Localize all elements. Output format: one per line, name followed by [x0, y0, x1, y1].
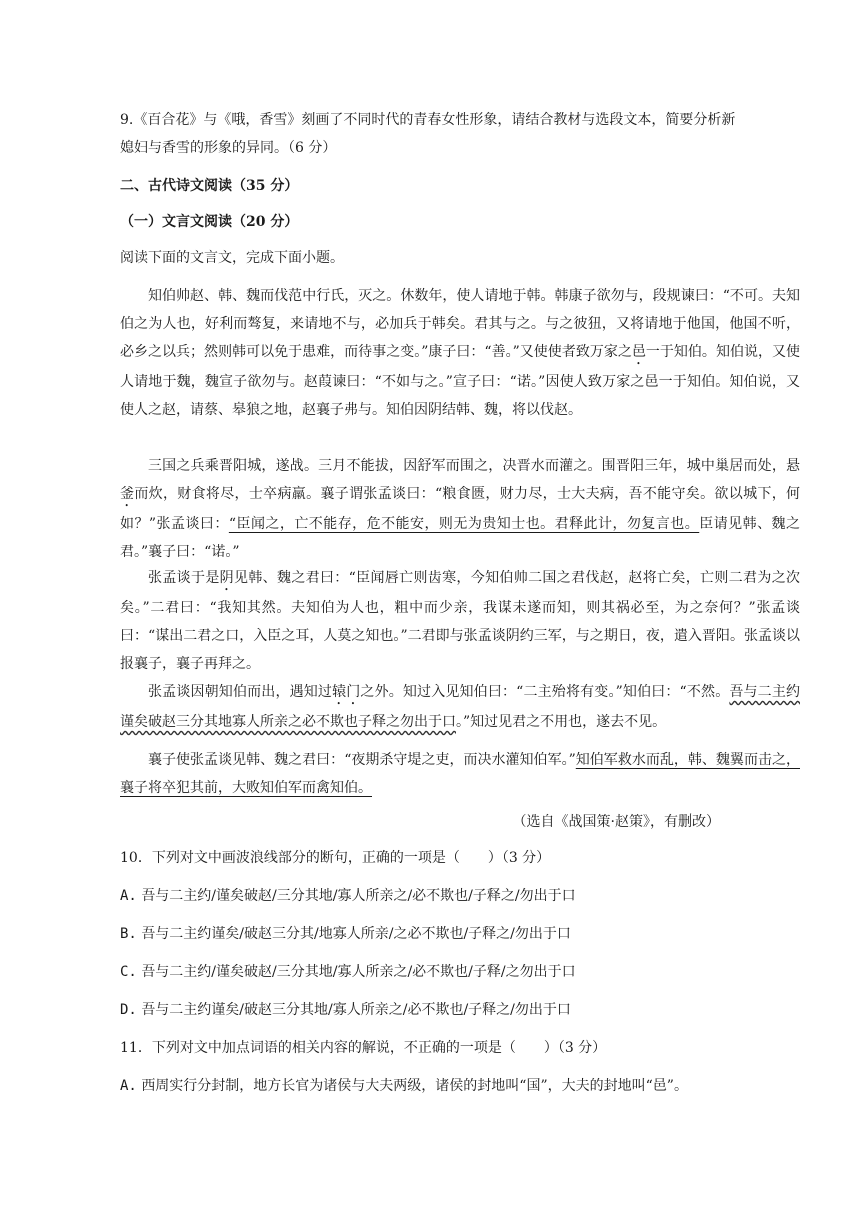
- passage-paragraph-4: [120, 678, 800, 736]
- underlined-sentence: 知伯军救水而乱，韩、魏翼而击之，襄子将卒犯其前，大败知伯军而禽知伯。: [120, 752, 800, 796]
- dotted-word: 邑: [631, 344, 646, 360]
- option-letter: A.: [120, 1078, 137, 1094]
- question-9-line-1: 9.《百合花》与《哦，香雪》刻画了不同时代的青春女性形象，请结合教材与选段文本，简要分析新: [120, 112, 736, 128]
- question-10-option-a: [120, 882, 810, 910]
- section-heading: 二、古代诗文阅读（35 分）: [120, 178, 299, 194]
- question-9: [120, 106, 800, 162]
- passage-text: 三国之兵乘晋阳城，遂战。三月不能拔，因舒军而围之，决晋水而灌之。围晋阳三年，城中巢居而处，悬: [148, 458, 800, 474]
- passage-text: 知伯帅赵、韩、魏而伐范中行氏，灭之。休数年，使人请地于韩。韩康子欲勿与，段规谏曰：“不可。夫知伯之为人也，好利而骜复，来请地不与，必加兵于韩矣。君其与之。与之彼狃，又将请地于他国，他国不听，必乡之以兵；然则韩可以免于患难，而待事之变。”康子曰：“善。”又使使者致万家之: [120, 288, 800, 360]
- reading-instruction: 阅读下面的文言文，完成下面小题。: [120, 250, 344, 266]
- dotted-word: 辕门: [332, 684, 361, 700]
- question-10-option-b: [120, 920, 810, 948]
- option-letter: A.: [120, 888, 137, 904]
- passage-paragraph-3: [120, 564, 800, 678]
- subsection-heading: （一）文言文阅读（20 分）: [120, 214, 299, 230]
- dotted-word: 阴: [219, 570, 234, 586]
- question-10-option-c: [120, 958, 810, 986]
- question-11-stem: 11．下列对文中加点词语的相关内容的解说，不正确的一项是（ ）（3 分）: [120, 1040, 607, 1056]
- passage-text: 张孟谈因朝知伯而出，遇知过: [148, 684, 333, 700]
- passage-text: 。”知过见君之不用也，遂去不见。: [456, 714, 667, 730]
- question-10-stem: 10．下列对文中画波浪线部分的断句，正确的一项是（ ）（3 分）: [120, 850, 551, 866]
- option-letter: C.: [120, 964, 137, 980]
- question-10-option-d: [120, 996, 810, 1024]
- question-11-option-a: [120, 1072, 810, 1100]
- question-9-line-2: 媳妇与香雪的形象的异同。（6 分）: [120, 140, 337, 156]
- passage-text: 张孟谈于是: [148, 570, 220, 586]
- passage-text: 之外。知过入见知伯曰：“二主殆将有变。”知伯曰：“不然。: [360, 684, 730, 700]
- option-text: 吾与二主约谨矣/破赵三分其/地寡人所亲/之必不欺也/子释之/勿出于口: [141, 926, 571, 942]
- passage-paragraph-2: [120, 452, 800, 566]
- option-letter: B.: [120, 926, 137, 942]
- option-text: 吾与二主约/谨矣破赵/三分其地/寡人所亲之/必不欺也/子释/之勿出于口: [141, 964, 576, 980]
- option-text: 西周实行分封制，地方长官为诸侯与大夫两级，诸侯的封地叫“国”，大夫的封地叫“邑”。: [141, 1078, 688, 1094]
- option-text: 吾与二主约/谨矣破赵/三分其地/寡人所亲之/必不欺也/子释之/勿出于口: [141, 888, 576, 904]
- option-letter: D.: [120, 1002, 137, 1018]
- dotted-word: 釜: [120, 486, 135, 502]
- passage-text: 襄子使张孟谈见韩、魏之君曰：“夜期杀守堤之吏，而决水灌知伯军。”: [148, 752, 576, 768]
- passage-source: （选自《战国策·赵策》，有删改）: [512, 814, 720, 830]
- wavy-underlined-sentence: 吾与二主约谨矣破赵三分其地寡人所亲之必不欺也子释之勿出于口: [120, 684, 800, 730]
- passage-paragraph-1: [120, 282, 800, 424]
- passage-text: 臣请见韩、魏之君。”襄子曰：“诺。”: [120, 516, 801, 560]
- passage-text: 见韩、魏之君曰：“臣闻唇亡则齿寒，今知伯帅二国之君伐赵，赵将亡矣，亡则二君为之次矣。”二君曰：“我知其然。夫知伯为人也，粗中而少亲，我谋未遂而知，则其祸必至，为之奈何？”张孟谈曰：“谋出二君之口，入臣之耳，人莫之知也。”二君即与张孟谈阴约三军，与之期日，夜，遣入晋阳。张孟谈以报襄子，襄子再拜之。: [120, 570, 801, 672]
- passage-text: 一于知伯。知伯说，又使人请地于魏，魏宣子欲勿与。赵葭谏曰：“不如与之。”宣子曰：“诺。”因使人致万家之邑一于知伯。知伯说，又使人之赵，请蔡、皋狼之地，赵襄子弗与。知伯因阴结韩、魏，将以伐赵。: [120, 344, 800, 418]
- option-text: 吾与二主约谨矣/破赵三分其地/寡人所亲之/必不欺也/子释之/勿出于口: [141, 1002, 571, 1018]
- passage-text: 而炊，财食将尽，士卒病羸。襄子谓张孟谈曰：“粮食匮，财力尽，士大夫病，吾不能守矣。欲以城下，何如？”张孟谈曰：: [120, 486, 801, 532]
- passage-paragraph-5: [120, 746, 800, 802]
- underlined-sentence: “臣闻之，亡不能存，危不能安，则无为贵知士也。君释此计，勿复言也。: [228, 516, 700, 532]
